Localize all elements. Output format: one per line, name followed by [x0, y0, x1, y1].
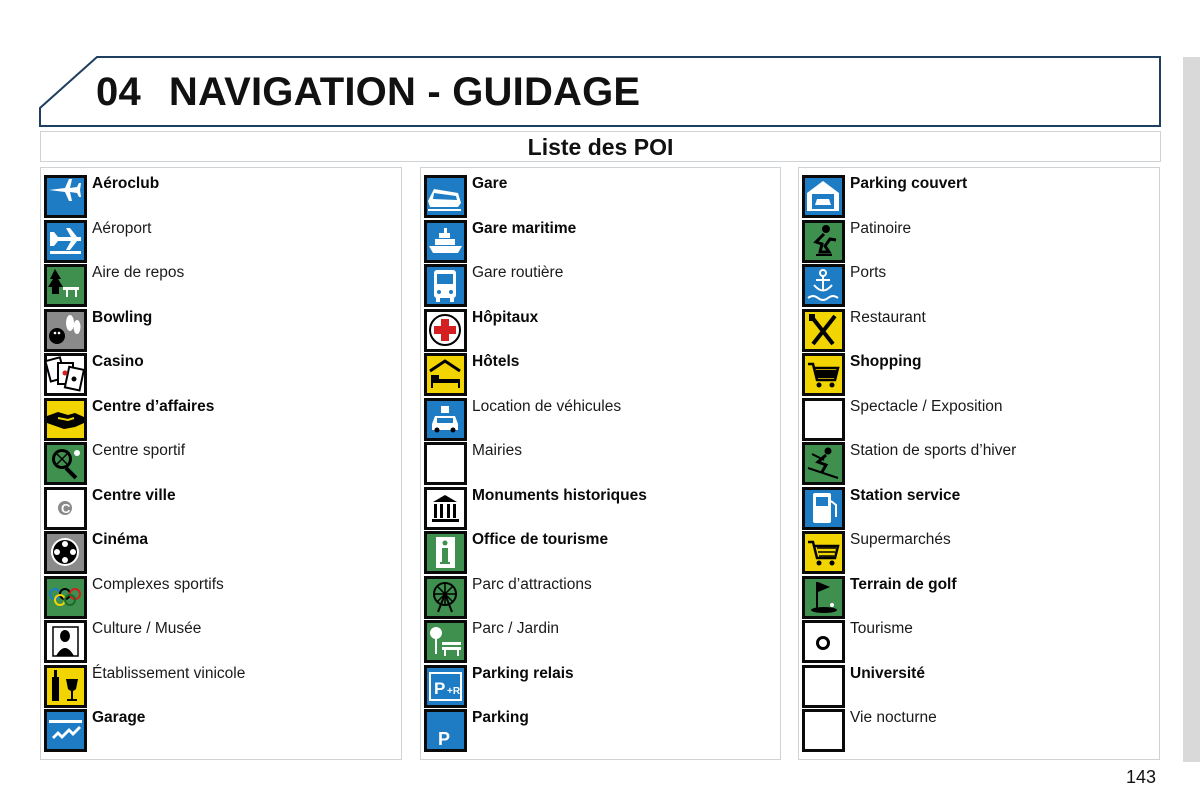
- poi-item: [802, 658, 1156, 702]
- poi-item: [44, 346, 398, 390]
- poi-item: [424, 302, 778, 346]
- poi-label: Station de sports d’hiver: [850, 442, 1017, 459]
- poi-label: Gare routière: [472, 264, 564, 281]
- poi-item: [802, 613, 1156, 657]
- poi-item: [44, 257, 398, 301]
- poi-label: Complexes sportifs: [92, 575, 224, 593]
- poi-item: [802, 569, 1156, 613]
- poi-label: Parking relais: [472, 664, 574, 682]
- poi-item: [44, 569, 398, 613]
- poi-item: [424, 391, 778, 435]
- poi-label: Centre ville: [92, 486, 176, 504]
- poi-item: [44, 213, 398, 257]
- poi-item: [424, 257, 778, 301]
- poi-column-3: [798, 167, 1160, 760]
- poi-label: Aire de repos: [92, 264, 185, 281]
- poi-item: [802, 213, 1156, 257]
- poi-label: Restaurant: [850, 308, 926, 326]
- poi-label: Bowling: [92, 308, 153, 326]
- poi-label: Parking: [472, 709, 529, 726]
- poi-label: Aéroclub: [92, 175, 160, 192]
- poi-label: Cinéma: [92, 531, 148, 548]
- wrench-icon: [44, 709, 87, 752]
- poi-item: [44, 302, 398, 346]
- poi-label: Casino: [92, 353, 144, 370]
- poi-label: Ports: [850, 264, 887, 281]
- poi-item: [44, 391, 398, 435]
- poi-label: Parking couvert: [850, 175, 968, 192]
- poi-item: [802, 391, 1156, 435]
- poi-label: Terrain de golf: [850, 575, 957, 593]
- poi-item: [424, 213, 778, 257]
- poi-item: [424, 346, 778, 390]
- poi-item: [424, 435, 778, 479]
- poi-label: Supermarchés: [850, 531, 951, 548]
- poi-item: [424, 480, 778, 524]
- poi-item: [424, 658, 778, 702]
- parking-icon: [424, 709, 467, 752]
- poi-label: Office de tourisme: [472, 531, 609, 548]
- poi-item: [44, 613, 398, 657]
- poi-item: [424, 168, 778, 212]
- poi-label: Location de véhicules: [472, 397, 622, 415]
- poi-column-2: [420, 167, 781, 760]
- poi-label: Établissement vinicole: [92, 664, 246, 682]
- poi-item: [802, 524, 1156, 568]
- poi-label: Centre sportif: [92, 442, 186, 459]
- chapter-title: NAVIGATION - GUIDAGE: [168, 70, 641, 114]
- poi-column-1: [40, 167, 402, 760]
- svg-text:+R: +R: [447, 685, 461, 697]
- page-title: [96, 70, 640, 115]
- poi-item: [44, 435, 398, 479]
- poi-label: Vie nocturne: [850, 709, 937, 726]
- poi-label: Hôpitaux: [472, 308, 539, 326]
- poi-label: Culture / Musée: [92, 620, 202, 637]
- poi-label: Gare maritime: [472, 219, 577, 237]
- poi-item: [44, 168, 398, 212]
- poi-item: [802, 480, 1156, 524]
- poi-label: Université: [850, 664, 925, 682]
- poi-item: [424, 524, 778, 568]
- poi-label: Parc / Jardin: [472, 620, 560, 637]
- poi-item: [424, 569, 778, 613]
- side-tab: [1183, 57, 1200, 762]
- poi-item: [802, 346, 1156, 390]
- poi-label: Garage: [92, 709, 146, 726]
- poi-label: Hôtels: [472, 353, 520, 370]
- poi-label: Mairies: [472, 442, 522, 459]
- poi-label: Patinoire: [850, 219, 912, 237]
- poi-label: Gare: [472, 175, 508, 192]
- poi-item: [44, 524, 398, 568]
- svg-text:C: C: [61, 500, 71, 516]
- poi-item: [44, 702, 398, 746]
- poi-item: [802, 702, 1156, 746]
- poi-label: Monuments historiques: [472, 486, 647, 504]
- poi-item: [802, 168, 1156, 212]
- poi-label: Spectacle / Exposition: [850, 397, 1003, 415]
- chapter-number: 04: [96, 70, 141, 114]
- poi-label: Parc d’attractions: [472, 575, 592, 593]
- svg-text:P: P: [434, 678, 446, 698]
- poi-item: [802, 257, 1156, 301]
- section-title: Liste des POI: [40, 131, 1161, 162]
- poi-item: [44, 658, 398, 702]
- poi-label: Tourisme: [850, 620, 913, 637]
- poi-label: Station service: [850, 486, 961, 504]
- poi-item: [424, 613, 778, 657]
- poi-label: Aéroport: [92, 219, 152, 237]
- nightlife-icon: [802, 709, 845, 752]
- poi-label: Shopping: [850, 353, 922, 370]
- poi-item: [44, 480, 398, 524]
- poi-item: [802, 302, 1156, 346]
- poi-item: [424, 702, 778, 749]
- poi-label: Centre d’affaires: [92, 397, 215, 415]
- page-number: 143: [1126, 767, 1157, 787]
- poi-item: [802, 435, 1156, 479]
- svg-text:P: P: [438, 729, 451, 749]
